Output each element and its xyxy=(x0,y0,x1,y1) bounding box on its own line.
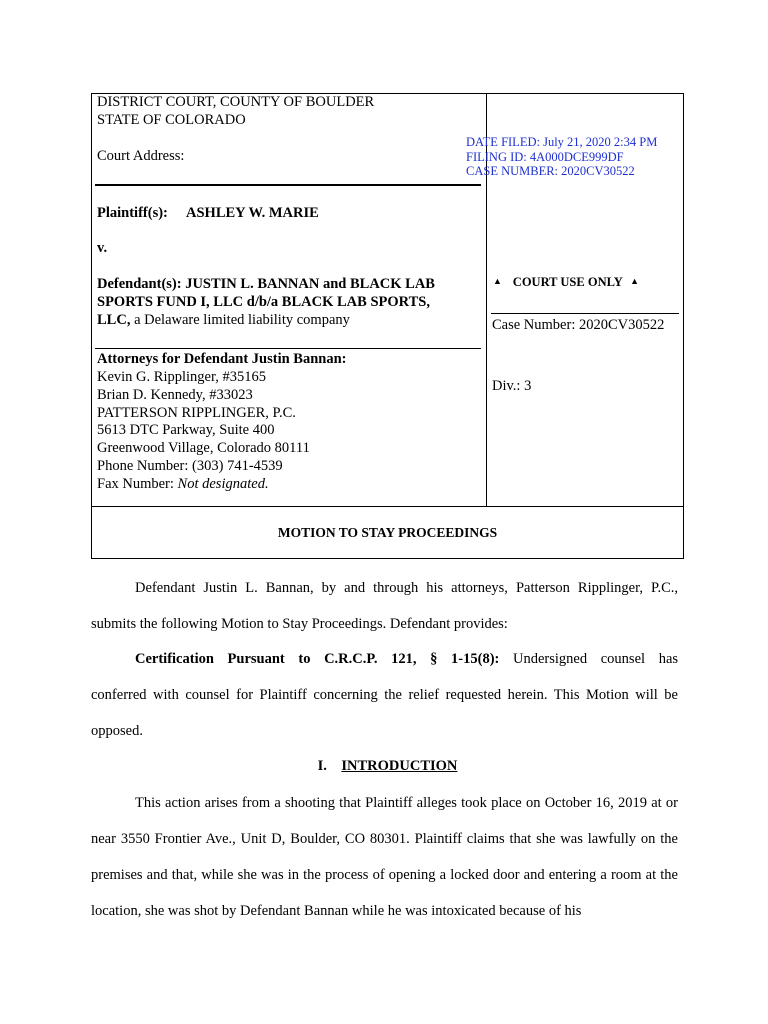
section-number: I. xyxy=(317,758,327,774)
court-separator xyxy=(95,184,481,186)
body-paragraph-1: Defendant Justin L. Bannan, by and through his attorneys, Patterson Ripplinger, P.C., submits the following Motion to Stay Proceedings. Defendant provides: xyxy=(91,580,678,632)
attorney-line: Brian D. Kennedy, #33023 xyxy=(97,387,253,403)
defendant-line-3 xyxy=(97,312,350,330)
case-number: Case Number: 2020CV30522 xyxy=(492,317,665,333)
stamp-case-number: CASE NUMBER: 2020CV30522 xyxy=(466,164,635,178)
title-separator xyxy=(91,506,684,507)
attorney-line: 5613 DTC Parkway, Suite 400 xyxy=(97,422,275,438)
up-triangle-icon: ▲ xyxy=(493,276,502,286)
court-use-only-label: COURT USE ONLY xyxy=(512,275,623,289)
attorneys-heading: Attorneys for Defendant Justin Bannan: xyxy=(97,351,347,367)
document-title: MOTION TO STAY PROCEEDINGS xyxy=(277,525,498,540)
certification-continuation: conferred with counsel for Plaintiff concerning the relief requested herein. This Motion will be opposed. xyxy=(91,687,678,739)
section-title: INTRODUCTION xyxy=(341,758,458,774)
attorney-line: PATTERSON RIPPLINGER, P.C. xyxy=(97,405,296,421)
certification-line xyxy=(91,651,678,669)
attorney-line: Kevin G. Ripplinger, #35165 xyxy=(97,369,266,385)
defendant-line-2: SPORTS FUND I, LLC d/b/a BLACK LAB SPORTS, xyxy=(97,294,430,310)
versus: v. xyxy=(97,240,108,256)
body-paragraph-3: This action arises from a shooting that Plaintiff alleges took place on October 16, 2019 at or near 3550 Frontier Ave., Unit D, Boulder, CO 80301. Plaintiff claims that she was lawfully on the premises and that, while she was in the process of opening a locked door and entering a room at the location, she was shot by Defendant Bannan while he was intoxicated because of his xyxy=(91,795,678,919)
certification-label: Certification Pursuant to C.R.C.P. 121, § 1-15(8): xyxy=(135,651,500,667)
up-triangle-icon: ▲ xyxy=(630,276,639,286)
parties-separator xyxy=(95,348,481,349)
court-use-only xyxy=(493,273,639,292)
stamp-date-filed: DATE FILED: July 21, 2020 2:34 PM xyxy=(466,135,658,149)
attorney-line: Phone Number: (303) 741-4539 xyxy=(97,458,283,474)
court-address-label: Court Address: xyxy=(97,148,185,164)
stamp-filing-id: FILING ID: 4A000DCE999DF xyxy=(466,149,624,164)
cert-word: counsel xyxy=(600,651,646,667)
plaintiff-name: ASHLEY W. MARIE xyxy=(186,205,319,221)
court-name: DISTRICT COURT, COUNTY OF BOULDER xyxy=(97,94,375,110)
fax-label: Fax Number: xyxy=(97,476,178,492)
plaintiff-label: Plaintiff(s): xyxy=(97,205,168,221)
court-state: STATE OF COLORADO xyxy=(97,112,246,128)
defendant-description: a Delaware limited liability company xyxy=(130,312,350,328)
fax-value: Not designated. xyxy=(177,476,269,492)
cert-word: has xyxy=(658,651,679,667)
filing-stamp xyxy=(466,135,657,179)
cert-word: Undersigned xyxy=(513,651,588,667)
attorney-line: Greenwood Village, Colorado 80111 xyxy=(97,440,310,456)
defendant-llc: LLC, xyxy=(97,312,131,328)
section-heading xyxy=(91,758,684,775)
court-use-separator xyxy=(491,313,679,314)
defendant-line-1: Defendant(s): JUSTIN L. BANNAN and BLACK LAB xyxy=(97,276,435,292)
fax-line xyxy=(97,476,269,494)
division: Div.: 3 xyxy=(492,378,532,394)
